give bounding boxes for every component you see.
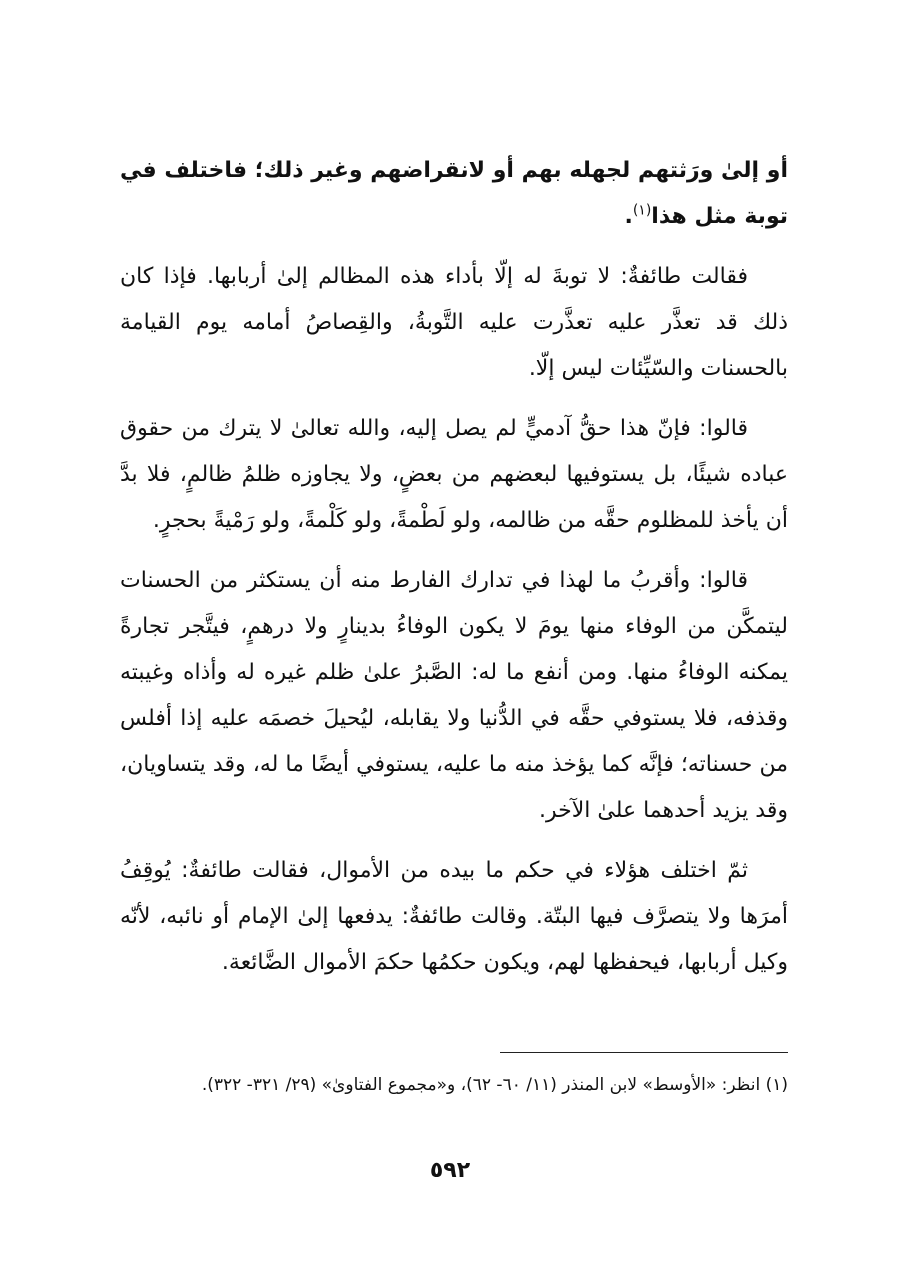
paragraph: قالوا: وأقربُ ما لهذا في تدارك الفارط منه أن يستكثر من الحسنات ليتمكَّن من الوفاء منها يومَ لا يكون الوفاءُ بدينارٍ ولا درهمٍ، فيتَّجر تجارةً يمكنه الوفاءُ منها. ومن أنفع ما له: الصَّبرُ علىٰ ظلم غيره له وأذاه وغيبته وقذفه، فلا يستوفي حقَّه في الدُّنيا ولا يقابله، ليُحيلَ خصمَه عليه إذا أفلس من حسناته؛ فإنَّه كما يؤخذ منه ما عليه، يستوفي أيضًا ما له، وقد يتساويان، وقد يزيد أحدهما علىٰ الآخر. (120, 568, 788, 823)
paragraph: فقالت طائفةٌ: لا توبةَ له إلّا بأداء هذه المظالم إلىٰ أربابها. فإذا كان ذلك قد تعذَّر عليه تعذَّرت عليه التَّوبةُ، والقِصاصُ أمامه يوم القيامة بالحسنات والسّيِّئات ليس إلّا. (120, 264, 788, 381)
footnote: (١) انظر: «الأوسط» لابن المنذر (١١/ ٦٠- ٦٢)، و«مجموع الفتاوىٰ» (٢٩/ ٣٢١- ٣٢٢). (201, 1075, 788, 1095)
paragraph: ثمّ اختلف هؤلاء في حكم ما بيده من الأموال، فقالت طائفةٌ: يُوقِفُ أمرَها ولا يتصرَّف فيها البتّة. وقالت طائفةٌ: يدفعها إلىٰ الإمام أو نائبه، لأنّه وكيل أربابها، فيحفظها لهم، ويكون حكمُها حكمَ الأموال الضَّائعة. (120, 858, 788, 975)
paragraph: قالوا: فإنّ هذا حقُّ آدميٍّ لم يصل إليه، والله تعالىٰ لا يترك من حقوق عباده شيئًا، بل يستوفيها لبعضهم من بعضٍ، ولا يجاوزه ظلمُ ظالمٍ، فلا بدَّ أن يأخذ للمظلوم حقَّه من ظالمه، ولو لَطْمةً، ولو كَلْمةً، ولو رَمْيةً بحجرٍ. (120, 416, 788, 533)
footnote-separator (500, 1052, 788, 1053)
page-number: ٥٩٢ (429, 1158, 471, 1183)
paragraph-tail: . (624, 204, 633, 229)
paragraph-continuation (120, 148, 788, 240)
footnote-reference: (١) (632, 202, 652, 219)
paragraph-text: أو إلىٰ ورَثتهم لجهله بهم أو لانقراضهم وغير ذلك؛ فاختلف في توبة مثل هذا (120, 158, 788, 229)
body-text (120, 148, 788, 1000)
